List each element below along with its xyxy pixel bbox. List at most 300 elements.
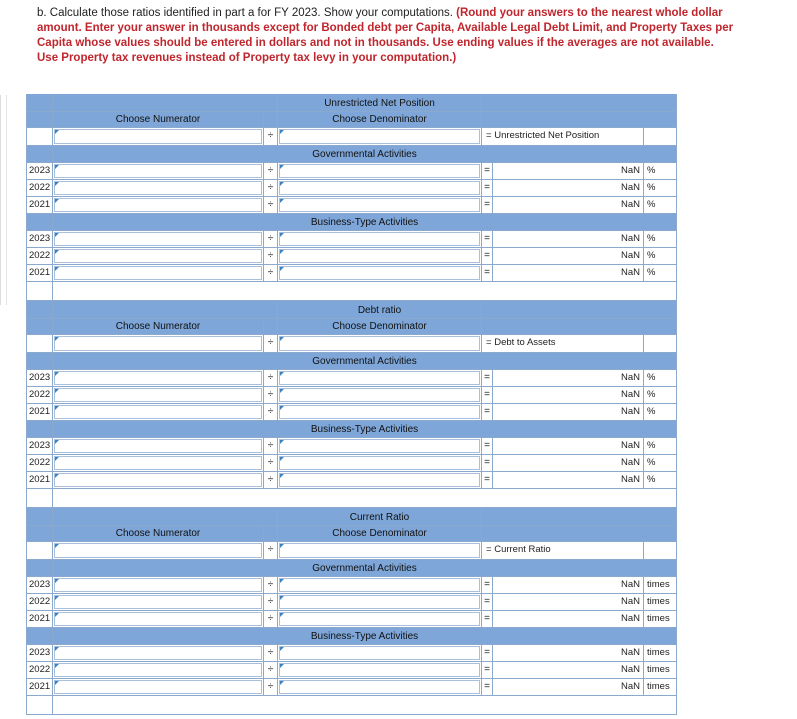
unit-label: % <box>647 165 656 176</box>
business-type-activities-header-row <box>26 421 677 438</box>
table-row <box>26 611 677 628</box>
business-type-activities-header <box>53 214 677 230</box>
equals-sign <box>482 370 493 386</box>
numerator-cell[interactable] <box>53 611 264 627</box>
c-gov-numerator-input-2021[interactable] <box>54 612 262 626</box>
blank-blue <box>26 628 53 644</box>
equals-sign <box>482 611 493 627</box>
nan-value: NaN <box>620 664 640 675</box>
result-value <box>493 645 644 661</box>
denominator-cell[interactable] <box>278 645 482 661</box>
divide-sign <box>264 370 278 386</box>
u-bus-numerator-input-2023[interactable] <box>54 232 262 246</box>
numerator-cell[interactable] <box>53 387 264 403</box>
nan-value: NaN <box>620 579 640 590</box>
choose-numerator-label: Choose Numerator <box>115 114 201 125</box>
blank-blue <box>482 94 677 111</box>
year-cell <box>26 387 53 403</box>
numerator-cell[interactable] <box>53 370 264 386</box>
d-numerator-dropdown[interactable] <box>54 336 262 351</box>
numerator-dropdown-cell[interactable] <box>53 542 264 559</box>
unit-label: times <box>647 596 670 607</box>
denominator-dropdown-cell[interactable] <box>278 335 482 352</box>
section-title-label: Unrestricted Net Position <box>324 98 435 109</box>
table-row <box>26 180 677 197</box>
blank-blue <box>264 319 278 334</box>
divide-icon: ÷ <box>267 664 274 675</box>
d-gov-numerator-input-2022[interactable] <box>54 388 262 402</box>
divide-icon: ÷ <box>267 579 274 590</box>
divide-sign <box>264 594 278 610</box>
blank-blue <box>53 301 278 318</box>
choose-denominator-label: Choose Denominator <box>332 528 427 539</box>
divide-sign <box>264 128 278 145</box>
result-value <box>493 248 644 264</box>
divide-icon: ÷ <box>267 440 274 451</box>
left-border-inner <box>6 95 7 305</box>
table-row <box>26 577 677 594</box>
numerator-cell[interactable] <box>53 163 264 179</box>
table-row <box>26 662 677 679</box>
year-label: 2022 <box>29 664 51 675</box>
denominator-cell[interactable] <box>278 472 482 488</box>
blank-cell <box>26 335 53 352</box>
equals-icon: = <box>484 389 490 400</box>
unit-label: % <box>647 199 656 210</box>
result-value <box>493 679 644 695</box>
u-gov-denominator-input-2022[interactable] <box>279 181 480 195</box>
result-label: Unrestricted Net Position <box>494 130 600 141</box>
nan-value: NaN <box>620 596 640 607</box>
year-cell <box>26 679 53 695</box>
u-denominator-dropdown[interactable] <box>279 129 480 144</box>
denominator-cell[interactable] <box>278 248 482 264</box>
u-gov-denominator-input-2023[interactable] <box>279 164 480 178</box>
result-unit <box>644 472 677 488</box>
year-label: 2021 <box>29 474 51 485</box>
d-gov-numerator-input-2021[interactable] <box>54 405 262 419</box>
year-label: 2023 <box>29 165 51 176</box>
u-numerator-dropdown[interactable] <box>54 129 262 144</box>
numerator-cell[interactable] <box>53 197 264 213</box>
unit-label: % <box>647 474 656 485</box>
numerator-cell[interactable] <box>53 180 264 196</box>
equals-sign <box>482 645 493 661</box>
numerator-cell[interactable] <box>53 577 264 593</box>
equals-sign <box>482 231 493 247</box>
equals-sign <box>482 387 493 403</box>
blank-cell <box>26 696 53 714</box>
nan-value: NaN <box>620 440 640 451</box>
divide-icon: ÷ <box>267 544 274 555</box>
instructions <box>37 6 737 66</box>
divide-icon: ÷ <box>267 406 274 417</box>
table-row <box>26 197 677 214</box>
numerator-cell[interactable] <box>53 265 264 281</box>
unit-label: % <box>647 389 656 400</box>
result-unit <box>644 387 677 403</box>
denominator-cell[interactable] <box>278 180 482 196</box>
equals-icon: = <box>484 267 490 278</box>
unit-label: % <box>647 440 656 451</box>
result-unit <box>644 594 677 610</box>
divide-icon: ÷ <box>267 596 274 607</box>
table-row <box>26 679 677 696</box>
result-value <box>493 180 644 196</box>
blank-blue <box>264 112 278 127</box>
blank-cell <box>53 282 677 300</box>
result-value <box>493 231 644 247</box>
year-cell <box>26 455 53 471</box>
c-bus-denominator-input-2022[interactable] <box>279 663 480 677</box>
governmental-activities-header <box>53 353 677 369</box>
equals-sign <box>482 265 493 281</box>
denominator-cell[interactable] <box>278 163 482 179</box>
governmental-activities-header-label: Governmental Activities <box>312 563 417 574</box>
c-bus-denominator-input-2023[interactable] <box>279 646 480 660</box>
year-cell <box>26 163 53 179</box>
result-unit <box>644 662 677 678</box>
divide-sign <box>264 265 278 281</box>
table-row <box>26 248 677 265</box>
blank-blue <box>53 94 278 111</box>
year-label: 2021 <box>29 199 51 210</box>
blank-cell <box>644 335 677 352</box>
result-unit <box>644 438 677 454</box>
unit-label: times <box>647 613 670 624</box>
governmental-activities-header-row <box>26 353 677 370</box>
denominator-cell[interactable] <box>278 438 482 454</box>
blank-blue <box>26 112 53 127</box>
equals-sign <box>482 594 493 610</box>
nan-value: NaN <box>620 372 640 383</box>
denominator-cell[interactable] <box>278 197 482 213</box>
choose-denominator-label: Choose Denominator <box>332 321 427 332</box>
result-unit <box>644 679 677 695</box>
year-label: 2021 <box>29 267 51 278</box>
blank-cell <box>26 128 53 145</box>
divide-icon: ÷ <box>267 250 274 261</box>
result-unit <box>644 197 677 213</box>
table-row <box>26 231 677 248</box>
blank-blue <box>26 353 53 369</box>
year-label: 2022 <box>29 389 51 400</box>
unit-label: % <box>647 372 656 383</box>
d-bus-numerator-input-2022[interactable] <box>54 456 262 470</box>
divide-icon: ÷ <box>267 233 274 244</box>
result-unit <box>644 231 677 247</box>
c-gov-numerator-input-2023[interactable] <box>54 578 262 592</box>
denominator-cell[interactable] <box>278 370 482 386</box>
denominator-cell[interactable] <box>278 594 482 610</box>
nan-value: NaN <box>620 613 640 624</box>
d-denominator-dropdown[interactable] <box>279 336 480 351</box>
result-unit <box>644 645 677 661</box>
c-denominator-dropdown[interactable] <box>279 543 480 558</box>
result-label-cell <box>482 128 644 145</box>
blank-blue <box>264 526 278 541</box>
d-gov-denominator-input-2021[interactable] <box>279 405 480 419</box>
equals-icon: = <box>484 474 490 485</box>
divide-icon: ÷ <box>267 681 274 692</box>
c-gov-denominator-input-2021[interactable] <box>279 612 480 626</box>
unit-label: times <box>647 681 670 692</box>
year-label: 2022 <box>29 596 51 607</box>
formula-row <box>26 542 677 560</box>
section-title <box>278 94 482 111</box>
governmental-activities-header-row <box>26 146 677 163</box>
governmental-activities-header-label: Governmental Activities <box>312 149 417 160</box>
year-cell <box>26 404 53 420</box>
u-bus-denominator-input-2023[interactable] <box>279 232 480 246</box>
divide-sign <box>264 455 278 471</box>
result-value <box>493 577 644 593</box>
year-label: 2023 <box>29 579 51 590</box>
business-type-activities-header <box>53 421 677 437</box>
result-unit <box>644 611 677 627</box>
section-title-row <box>26 301 677 319</box>
equals-icon: = <box>484 647 490 658</box>
nan-value: NaN <box>620 406 640 417</box>
choose-row <box>26 319 677 335</box>
spacer-row <box>26 489 677 508</box>
divide-icon: ÷ <box>267 165 274 176</box>
u-bus-denominator-input-2021[interactable] <box>279 266 480 280</box>
result-value <box>493 662 644 678</box>
section-title-label: Current Ratio <box>349 512 410 523</box>
year-label: 2023 <box>29 233 51 244</box>
equals-icon: = <box>484 440 490 451</box>
equals-sign <box>482 662 493 678</box>
c-bus-numerator-input-2022[interactable] <box>54 663 262 677</box>
equals-icon: = <box>484 250 490 261</box>
nan-value: NaN <box>620 457 640 468</box>
u-gov-numerator-input-2021[interactable] <box>54 198 262 212</box>
nan-value: NaN <box>620 165 640 176</box>
section-title-row <box>26 508 677 526</box>
divide-icon: ÷ <box>267 199 274 210</box>
c-gov-denominator-input-2022[interactable] <box>279 595 480 609</box>
divide-sign <box>264 645 278 661</box>
divide-icon: ÷ <box>267 372 274 383</box>
numerator-cell[interactable] <box>53 231 264 247</box>
table-row <box>26 645 677 662</box>
equals-icon: = <box>484 372 490 383</box>
year-label: 2022 <box>29 182 51 193</box>
result-value <box>493 404 644 420</box>
year-cell <box>26 594 53 610</box>
equals-icon: = <box>484 596 490 607</box>
denominator-cell[interactable] <box>278 679 482 695</box>
section-title-row <box>26 94 677 112</box>
divide-sign <box>264 662 278 678</box>
business-type-activities-header-label: Business-Type Activities <box>310 424 419 435</box>
c-bus-numerator-input-2023[interactable] <box>54 646 262 660</box>
result-unit <box>644 180 677 196</box>
c-gov-numerator-input-2022[interactable] <box>54 595 262 609</box>
equals-icon: = <box>484 233 490 244</box>
equals-sign <box>482 404 493 420</box>
result-value <box>493 370 644 386</box>
d-bus-denominator-input-2021[interactable] <box>279 473 480 487</box>
denominator-cell[interactable] <box>278 387 482 403</box>
year-cell <box>26 265 53 281</box>
u-gov-denominator-input-2021[interactable] <box>279 198 480 212</box>
denominator-cell[interactable] <box>278 231 482 247</box>
divide-icon: ÷ <box>267 267 274 278</box>
year-label: 2022 <box>29 250 51 261</box>
equals-sign <box>482 180 493 196</box>
choose-denominator-header <box>278 319 482 334</box>
table-row <box>26 370 677 387</box>
d-bus-numerator-input-2021[interactable] <box>54 473 262 487</box>
unit-label: times <box>647 664 670 675</box>
divide-sign <box>264 231 278 247</box>
d-bus-denominator-input-2023[interactable] <box>279 439 480 453</box>
equals-icon: = <box>486 544 492 555</box>
year-cell <box>26 248 53 264</box>
table-row <box>26 594 677 611</box>
blank-cell <box>644 542 677 559</box>
year-label: 2023 <box>29 440 51 451</box>
unit-label: % <box>647 250 656 261</box>
year-label: 2023 <box>29 647 51 658</box>
unit-label: % <box>647 233 656 244</box>
numerator-cell[interactable] <box>53 594 264 610</box>
blank-blue <box>26 526 53 541</box>
year-cell <box>26 197 53 213</box>
c-bus-denominator-input-2021[interactable] <box>279 680 480 694</box>
year-cell <box>26 577 53 593</box>
u-bus-denominator-input-2022[interactable] <box>279 249 480 263</box>
result-value <box>493 438 644 454</box>
numerator-cell[interactable] <box>53 645 264 661</box>
numerator-cell[interactable] <box>53 438 264 454</box>
denominator-cell[interactable] <box>278 404 482 420</box>
denominator-cell[interactable] <box>278 265 482 281</box>
table-row <box>26 387 677 404</box>
governmental-activities-header <box>53 560 677 576</box>
table-row <box>26 265 677 282</box>
choose-numerator-label: Choose Numerator <box>115 528 201 539</box>
choose-numerator-header <box>53 319 264 334</box>
result-value <box>493 197 644 213</box>
choose-numerator-header <box>53 526 264 541</box>
denominator-cell[interactable] <box>278 662 482 678</box>
numerator-cell[interactable] <box>53 404 264 420</box>
unit-label: % <box>647 267 656 278</box>
d-gov-numerator-input-2023[interactable] <box>54 371 262 385</box>
divide-sign <box>264 180 278 196</box>
equals-sign <box>482 197 493 213</box>
year-cell <box>26 438 53 454</box>
year-cell <box>26 662 53 678</box>
table-row <box>26 472 677 489</box>
left-border <box>0 95 1 305</box>
u-bus-numerator-input-2022[interactable] <box>54 249 262 263</box>
c-bus-numerator-input-2021[interactable] <box>54 680 262 694</box>
numerator-cell[interactable] <box>53 455 264 471</box>
divide-sign <box>264 248 278 264</box>
u-gov-numerator-input-2022[interactable] <box>54 181 262 195</box>
unit-label: times <box>647 579 670 590</box>
choose-row <box>26 526 677 542</box>
denominator-cell[interactable] <box>278 455 482 471</box>
blank-blue <box>482 526 677 541</box>
equals-sign <box>482 455 493 471</box>
d-bus-denominator-input-2022[interactable] <box>279 456 480 470</box>
divide-icon: ÷ <box>267 389 274 400</box>
divide-sign <box>264 197 278 213</box>
choose-numerator-header <box>53 112 264 127</box>
nan-value: NaN <box>620 267 640 278</box>
divide-sign <box>264 404 278 420</box>
denominator-dropdown-cell[interactable] <box>278 128 482 145</box>
governmental-activities-header-row <box>26 560 677 577</box>
blank-blue <box>53 508 278 525</box>
result-unit <box>644 370 677 386</box>
divide-sign <box>264 611 278 627</box>
result-unit <box>644 265 677 281</box>
result-unit <box>644 248 677 264</box>
equals-icon: = <box>486 130 492 141</box>
d-bus-numerator-input-2023[interactable] <box>54 439 262 453</box>
numerator-cell[interactable] <box>53 662 264 678</box>
numerator-cell[interactable] <box>53 472 264 488</box>
numerator-cell[interactable] <box>53 679 264 695</box>
divide-icon: ÷ <box>267 474 274 485</box>
result-unit <box>644 404 677 420</box>
divide-sign <box>264 577 278 593</box>
formula-row <box>26 128 677 146</box>
numerator-cell[interactable] <box>53 248 264 264</box>
blank-blue <box>26 214 53 230</box>
c-numerator-dropdown[interactable] <box>54 543 262 558</box>
denominator-cell[interactable] <box>278 611 482 627</box>
nan-value: NaN <box>620 647 640 658</box>
denominator-cell[interactable] <box>278 577 482 593</box>
equals-sign <box>482 577 493 593</box>
choose-denominator-header <box>278 526 482 541</box>
divide-icon: ÷ <box>267 457 274 468</box>
nan-value: NaN <box>620 389 640 400</box>
c-gov-denominator-input-2023[interactable] <box>279 578 480 592</box>
blank-blue <box>482 301 677 318</box>
u-gov-numerator-input-2023[interactable] <box>54 164 262 178</box>
divide-sign <box>264 679 278 695</box>
year-cell <box>26 645 53 661</box>
result-label: Current Ratio <box>494 544 551 555</box>
denominator-dropdown-cell[interactable] <box>278 542 482 559</box>
section-title <box>278 301 482 318</box>
blank-blue <box>482 319 677 334</box>
ratio-table <box>26 94 677 719</box>
result-value <box>493 594 644 610</box>
numerator-dropdown-cell[interactable] <box>53 335 264 352</box>
d-gov-denominator-input-2023[interactable] <box>279 371 480 385</box>
divide-sign <box>264 542 278 559</box>
d-gov-denominator-input-2022[interactable] <box>279 388 480 402</box>
divide-sign <box>264 438 278 454</box>
result-label-cell <box>482 542 644 559</box>
numerator-dropdown-cell[interactable] <box>53 128 264 145</box>
result-unit <box>644 455 677 471</box>
spacer-row <box>26 696 677 715</box>
blank-blue <box>26 319 53 334</box>
u-bus-numerator-input-2021[interactable] <box>54 266 262 280</box>
divide-sign <box>264 335 278 352</box>
instructions-plain: b. Calculate those ratios identified in part a for FY 2023. Show your computations. <box>37 7 457 19</box>
